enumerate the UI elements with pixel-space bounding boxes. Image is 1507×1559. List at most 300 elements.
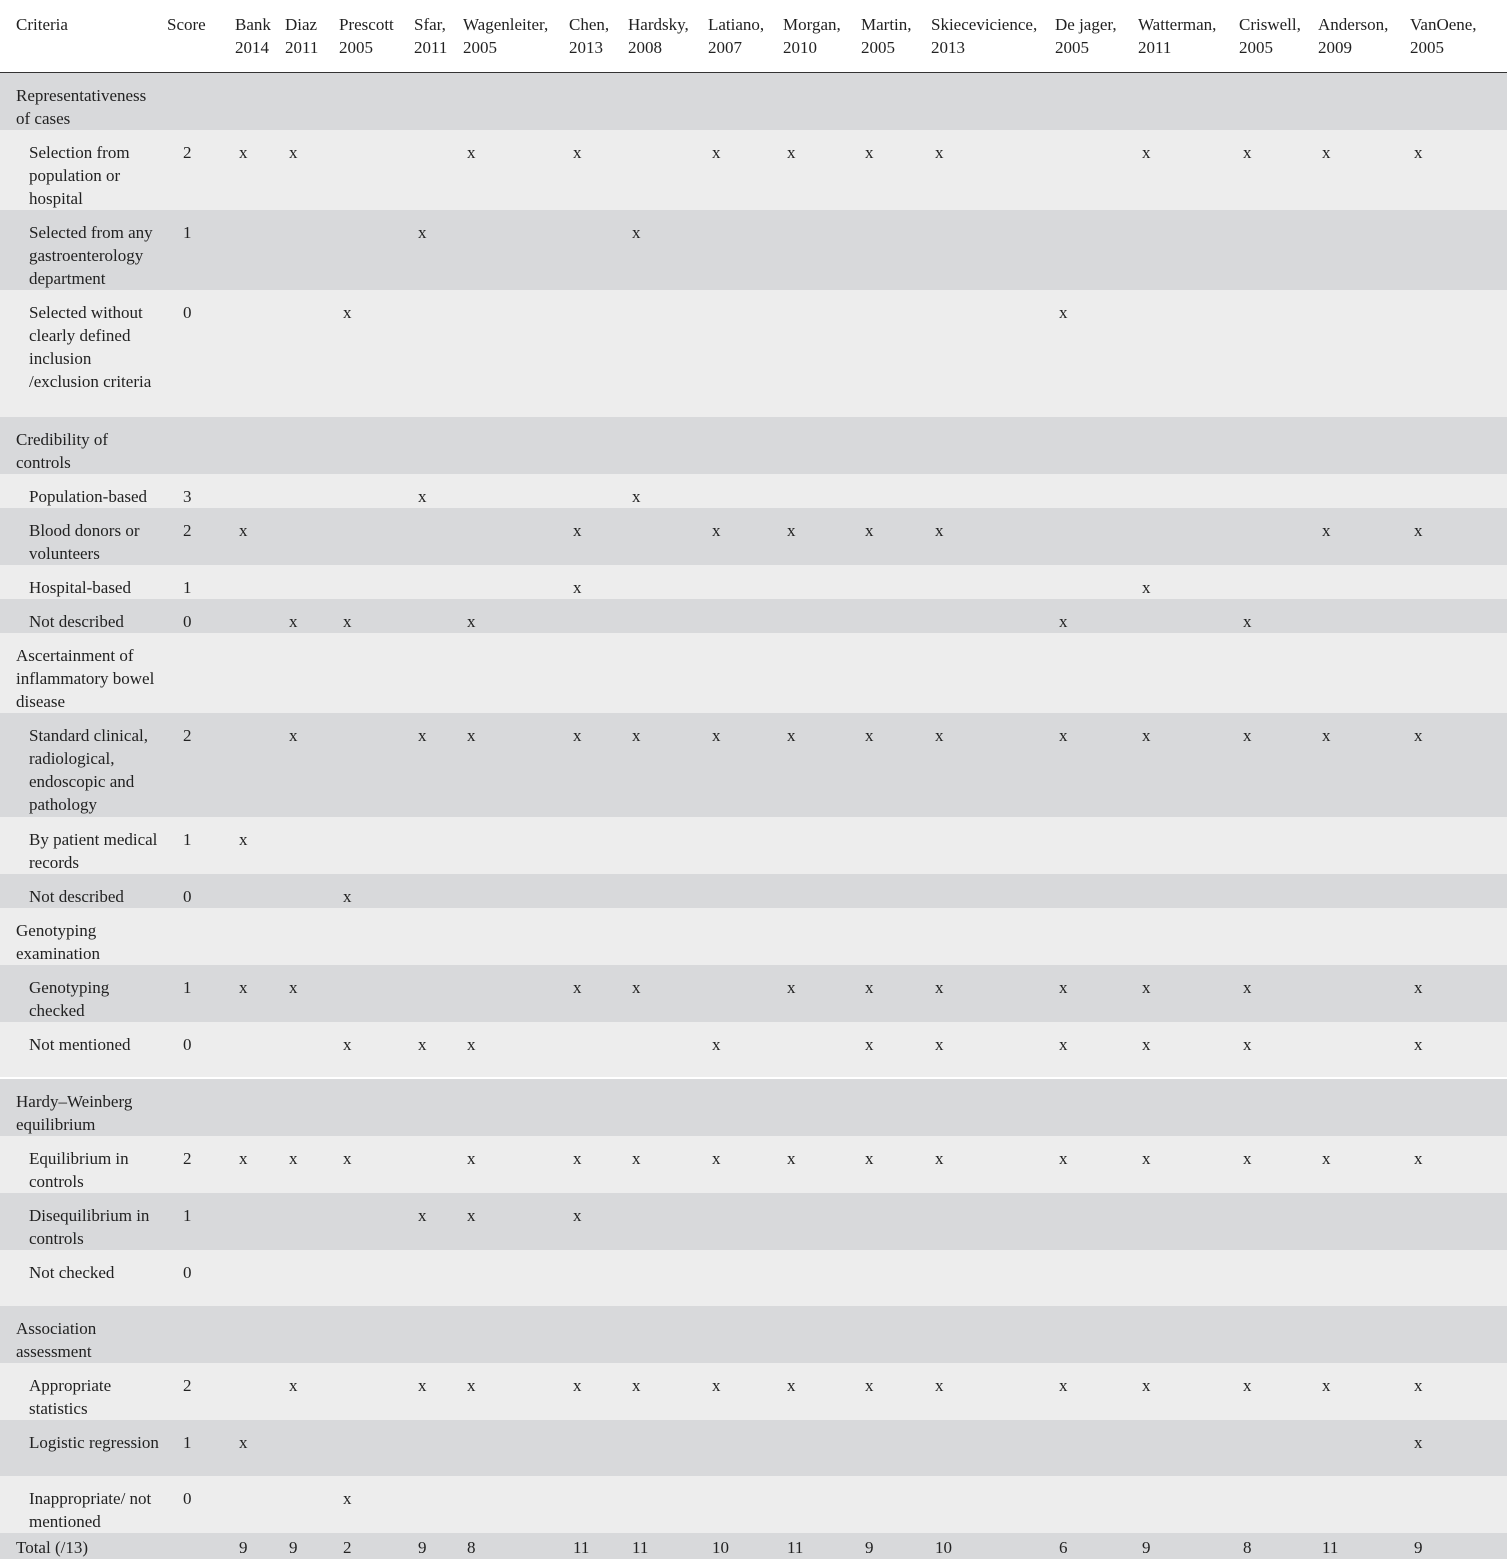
mark-cell: x [632,1375,641,1395]
total-cell: 8 [1243,1537,1252,1557]
header-line-2: 2013 [931,38,965,57]
mark-cell [1138,1420,1239,1476]
mark-cell [861,1420,931,1476]
mark-cell: x [343,1148,352,1168]
header-line-1: Score [167,15,206,34]
mark-cell [1138,1476,1239,1533]
mark-cell: x [418,1205,427,1225]
total-cell: 9 [865,1537,874,1557]
mark-cell [235,417,285,474]
mark-cell: x [467,1375,476,1395]
mark-cell [1055,72,1138,130]
mark-cell [861,1306,931,1363]
mark-cell [1138,290,1239,417]
mark-cell [1318,1476,1410,1533]
score-cell: 2 [183,725,192,745]
mark-cell [1318,633,1410,713]
mark-cell: x [418,222,427,242]
mark-cell [1239,1193,1318,1250]
mark-cell [1239,508,1318,565]
mark-cell [628,1022,708,1078]
header-study [1318,0,1410,72]
mark-cell: x [1142,1034,1151,1054]
mark-cell: x [573,1205,582,1225]
mark-cell [783,210,861,290]
mark-cell [285,72,339,130]
mark-cell [1239,874,1318,908]
mark-cell: x [935,725,944,745]
mark-cell [569,210,628,290]
header-line-2: 2010 [783,38,817,57]
header-line-2: 2011 [414,38,448,57]
mark-cell [1138,817,1239,874]
mark-cell [235,290,285,417]
mark-cell: x [865,1148,874,1168]
mark-cell [569,1078,628,1136]
mark-cell: x [289,1375,298,1395]
mark-cell [414,1136,463,1193]
mark-cell [1239,474,1318,508]
mark-cell [783,1476,861,1533]
score-cell: 1 [183,222,192,242]
mark-cell: x [787,1148,796,1168]
mark-cell [569,1420,628,1476]
mark-cell: x [573,1375,582,1395]
mark-cell: x [1322,1375,1331,1395]
header-study [339,0,414,72]
mark-cell [414,965,463,1022]
mark-cell [931,1250,1055,1306]
mark-cell: x [573,725,582,745]
mark-cell [339,474,414,508]
mark-cell: x [787,977,796,997]
mark-cell [931,210,1055,290]
mark-cell [708,474,783,508]
mark-cell [1410,1250,1507,1306]
mark-cell [414,72,463,130]
mark-cell: x [573,520,582,540]
score-cell: 1 [183,1432,192,1452]
mark-cell [569,817,628,874]
mark-cell [931,874,1055,908]
mark-cell [569,599,628,633]
mark-cell [1055,633,1138,713]
mark-cell [628,908,708,965]
mark-cell [1055,1420,1138,1476]
mark-cell: x [239,520,248,540]
mark-cell [783,1193,861,1250]
mark-cell: x [467,1034,476,1054]
mark-cell: x [1414,1375,1423,1395]
mark-cell [414,1078,463,1136]
mark-cell [708,1420,783,1476]
criteria-label: Selected without clearly defined inclusion /exclusion criteria [29,302,152,391]
criteria-label: Standard clinical, radiological, endoscopic and pathology [29,725,148,814]
mark-cell [569,633,628,713]
table-body [0,72,1507,1559]
mark-cell: x [1059,302,1068,322]
score-cell: 0 [183,886,192,906]
mark-cell [569,474,628,508]
mark-cell [1055,417,1138,474]
mark-cell: x [787,725,796,745]
mark-cell [235,599,285,633]
mark-cell [931,1420,1055,1476]
mark-cell [569,290,628,417]
mark-cell [414,817,463,874]
mark-cell [339,633,414,713]
mark-cell [463,1476,569,1533]
mark-cell: x [1414,1034,1423,1054]
criteria-label: Population-based [29,486,148,506]
mark-cell: x [865,977,874,997]
mark-cell: x [467,725,476,745]
mark-cell [861,633,931,713]
mark-cell [1239,1476,1318,1533]
mark-cell [463,290,569,417]
mark-cell: x [1322,520,1331,540]
header-line-1: Wagenleiter, [463,15,549,34]
header-line-1: Hardsky, [628,15,689,34]
header-line-1: Watterman, [1138,15,1217,34]
table-row [0,565,1507,599]
mark-cell [1410,210,1507,290]
mark-cell: x [1059,1148,1068,1168]
mark-cell: x [1059,1375,1068,1395]
criteria-label: Total (/13) [16,1537,88,1557]
criteria-label: Appropriate statistics [29,1375,112,1418]
mark-cell [569,72,628,130]
header-study [463,0,569,72]
mark-cell [569,874,628,908]
mark-cell: x [1142,1148,1151,1168]
mark-cell [708,1250,783,1306]
header-study [285,0,339,72]
criteria-label: Not described [29,611,124,631]
mark-cell [1239,565,1318,599]
table-row [0,599,1507,633]
mark-cell [708,210,783,290]
mark-cell [708,1078,783,1136]
mark-cell [783,874,861,908]
header-study [1410,0,1507,72]
table-row [0,713,1507,817]
mark-cell [628,1250,708,1306]
mark-cell [414,599,463,633]
mark-cell [931,633,1055,713]
criteria-label: Disequilibrium in controls [29,1205,150,1248]
header-line-2: 2005 [463,38,497,57]
mark-cell [1318,417,1410,474]
total-cell: 9 [239,1537,248,1557]
mark-cell [285,1022,339,1078]
mark-cell [1410,908,1507,965]
header-line-2: 2005 [1410,38,1444,57]
mark-cell: x [935,1148,944,1168]
mark-cell [708,1193,783,1250]
mark-cell: x [467,1148,476,1168]
criteria-label: Inappropriate/ not mentioned [29,1488,152,1531]
mark-cell [931,417,1055,474]
header-line-1: Diaz [285,15,318,34]
header-study [235,0,285,72]
header-line-2: 2007 [708,38,742,57]
criteria-label: Hospital-based [29,577,131,597]
score-cell [167,1306,235,1363]
total-cell: 8 [467,1537,476,1557]
mark-cell [285,874,339,908]
mark-cell [414,130,463,210]
total-cell: 11 [573,1537,590,1557]
mark-cell [339,965,414,1022]
mark-cell [628,290,708,417]
table-row [0,290,1507,417]
mark-cell [339,1420,414,1476]
mark-cell: x [865,1375,874,1395]
mark-cell: x [865,725,874,745]
mark-cell [708,908,783,965]
mark-cell: x [632,725,641,745]
mark-cell: x [418,486,427,506]
mark-cell [339,1193,414,1250]
mark-cell [463,1420,569,1476]
mark-cell [463,210,569,290]
total-cell: 11 [787,1537,804,1557]
table-row [0,874,1507,908]
mark-cell [628,1476,708,1533]
header-study [1055,0,1138,72]
mark-cell [285,1250,339,1306]
section-label: Hardy–Weinberg equilibrium [0,1078,167,1136]
mark-cell: x [1142,142,1151,162]
mark-cell [861,1193,931,1250]
mark-cell [1318,290,1410,417]
mark-cell [414,908,463,965]
mark-cell: x [573,577,582,597]
header-study [931,0,1055,72]
header-study [861,0,931,72]
mark-cell [463,965,569,1022]
mark-cell [569,1476,628,1533]
mark-cell [1318,1078,1410,1136]
mark-cell [708,290,783,417]
total-cell: 9 [289,1537,298,1557]
header-line-1: De jager, [1055,15,1117,34]
mark-cell [285,1420,339,1476]
header-row [0,0,1507,72]
mark-cell [285,417,339,474]
header-line-1: VanOene, [1410,15,1477,34]
mark-cell [339,1306,414,1363]
mark-cell: x [573,142,582,162]
mark-cell [339,713,414,817]
mark-cell: x [343,611,352,631]
mark-cell: x [418,725,427,745]
mark-cell: x [239,1148,248,1168]
total-cell: 2 [343,1537,352,1557]
mark-cell: x [343,1488,352,1508]
table-row [0,1193,1507,1250]
mark-cell: x [1243,1375,1252,1395]
mark-cell [783,908,861,965]
table-row [0,1022,1507,1078]
mark-cell: x [712,1034,721,1054]
table-row [0,1476,1507,1533]
mark-cell [708,633,783,713]
mark-cell [339,565,414,599]
mark-cell [1055,1306,1138,1363]
mark-cell: x [935,142,944,162]
mark-cell [235,210,285,290]
header-study [708,0,783,72]
mark-cell: x [418,1034,427,1054]
header-line-1: Martin, [861,15,912,34]
mark-cell: x [935,1034,944,1054]
mark-cell [339,72,414,130]
table-row [0,210,1507,290]
mark-cell: x [1414,725,1423,745]
header-line-2: 2008 [628,38,662,57]
mark-cell [783,817,861,874]
mark-cell [861,1078,931,1136]
header-study [414,0,463,72]
score-cell: 0 [183,611,192,631]
score-cell: 0 [183,302,192,322]
mark-cell [339,1078,414,1136]
mark-cell: x [632,222,641,242]
mark-cell [1138,874,1239,908]
header-study [1239,0,1318,72]
header-line-2: 2011 [1138,38,1172,57]
mark-cell [783,633,861,713]
mark-cell [783,1022,861,1078]
mark-cell [1239,908,1318,965]
mark-cell: x [1322,142,1331,162]
mark-cell [783,1078,861,1136]
mark-cell [339,210,414,290]
mark-cell [783,1420,861,1476]
table-row [0,965,1507,1022]
total-row [0,1533,1507,1559]
section-row [0,417,1507,474]
mark-cell [414,508,463,565]
mark-cell [1055,1078,1138,1136]
mark-cell: x [1322,725,1331,745]
mark-cell [1410,290,1507,417]
mark-cell [931,1306,1055,1363]
mark-cell [1055,1193,1138,1250]
section-label: Ascertainment of inflammatory bowel disease [16,645,155,711]
section-row [0,72,1507,130]
score-cell [167,1078,235,1136]
mark-cell [285,210,339,290]
mark-cell [628,508,708,565]
mark-cell [414,417,463,474]
section-label: Association assessment [16,1318,97,1361]
mark-cell [339,130,414,210]
mark-cell: x [239,1432,248,1452]
mark-cell [708,565,783,599]
mark-cell [235,1306,285,1363]
mark-cell [414,290,463,417]
score-cell [167,633,235,713]
mark-cell [861,1250,931,1306]
mark-cell [628,874,708,908]
mark-cell: x [935,1375,944,1395]
mark-cell: x [712,142,721,162]
mark-cell [708,599,783,633]
mark-cell [931,1078,1055,1136]
mark-cell [463,1306,569,1363]
mark-cell [628,130,708,210]
mark-cell [463,474,569,508]
mark-cell [1055,1476,1138,1533]
header-criteria [0,0,167,72]
section-row [0,908,1507,965]
mark-cell [285,565,339,599]
mark-cell: x [935,520,944,540]
mark-cell [628,817,708,874]
score-cell: 0 [183,1262,192,1282]
mark-cell: x [712,1375,721,1395]
header-line-1: Criswell, [1239,15,1301,34]
mark-cell [628,72,708,130]
mark-cell [1055,874,1138,908]
mark-cell: x [573,1148,582,1168]
section-row [0,1078,1507,1136]
mark-cell [1318,599,1410,633]
mark-cell [235,1022,285,1078]
mark-cell [463,508,569,565]
mark-cell [931,817,1055,874]
mark-cell [285,908,339,965]
mark-cell [861,417,931,474]
mark-cell [285,817,339,874]
total-cell: 9 [1414,1537,1423,1557]
mark-cell [1318,1250,1410,1306]
mark-cell: x [865,520,874,540]
mark-cell [1318,474,1410,508]
mark-cell: x [787,142,796,162]
mark-cell: x [935,977,944,997]
mark-cell [783,599,861,633]
total-cell: 10 [935,1537,952,1557]
mark-cell [1318,72,1410,130]
mark-cell: x [239,977,248,997]
mark-cell: x [343,302,352,322]
mark-cell [783,1306,861,1363]
mark-cell: x [1414,1148,1423,1168]
criteria-label: Equilibrium in controls [29,1148,129,1191]
mark-cell [1318,965,1410,1022]
header-line-2: 2014 [235,38,269,57]
mark-cell [569,1250,628,1306]
mark-cell: x [1059,611,1068,631]
mark-cell: x [418,1375,427,1395]
mark-cell [1410,1078,1507,1136]
header-study [1138,0,1239,72]
score-cell: 2 [183,1375,192,1395]
mark-cell [861,474,931,508]
mark-cell [463,817,569,874]
mark-cell [931,290,1055,417]
section-row [0,633,1507,713]
mark-cell [463,417,569,474]
mark-cell [783,290,861,417]
mark-cell [285,290,339,417]
mark-cell [628,1193,708,1250]
mark-cell [285,1306,339,1363]
